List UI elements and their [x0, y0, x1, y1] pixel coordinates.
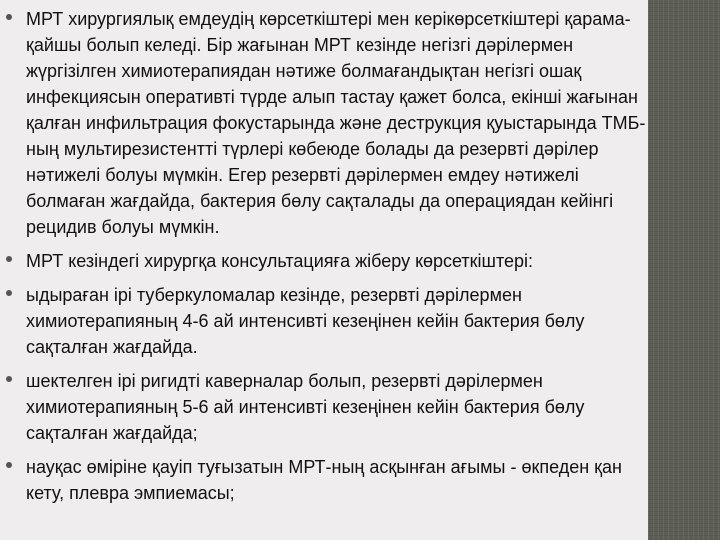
bullet-item [0, 368, 648, 446]
bullet-dot-icon [6, 256, 12, 262]
bullet-text: науқас өміріне қауіп туғызатын МРТ-ның асқынған ағымы - өкпеден қан кету, плевра эмпиемасы; [26, 457, 622, 503]
bullet-text: МРТ хирургиялық емдеудің көрсеткіштері мен керікөрсеткіштері қарама-қайшы болып келеді. Бір жағынан МРТ кезінде негізгі дәрілермен жүргізілген химиотерапиядан нәтиже болмағандықтан негізгі ошақ инфекциясын оперативті түрде алып тастау қажет болса, екінші жағынан қалған инфильтрация фокустарында және деструкция қуыстарында ТМБ-ның мультирезистентті түрлері көбеюде болады да резервті дәрілер нәтижелі болуы мүмкін. Егер резервті дәрілермен емдеу нәтижелі болмаған жағдайда, бактерия бөлу сақталады да операциядан кейінгі рецидив болуы мүмкін. [26, 9, 646, 237]
bullet-dot-icon [6, 376, 12, 382]
decorative-side-stripe [648, 0, 720, 540]
bullet-text: ыдыраған ірі туберкуломалар кезінде, резервті дәрілермен химиотерапияның 4-6 ай интенсивті кезеңінен кейін бактерия бөлу сақталған жағдайда. [26, 285, 585, 357]
bullet-item [0, 248, 648, 274]
bullet-item [0, 6, 648, 240]
bullet-dot-icon [6, 290, 12, 296]
bullet-item [0, 282, 648, 360]
bullet-dot-icon [6, 462, 12, 468]
bullet-dot-icon [6, 14, 12, 20]
bullet-text: МРТ кезіндегі хирургқа консультацияға жіберу көрсеткіштері: [26, 251, 534, 271]
bullet-item [0, 454, 648, 506]
bullet-text: шектелген ірі ригидті каверналар болып, резервті дәрілермен химиотерапияның 5-6 ай интенсивті кезеңінен кейін бактерия бөлу сақталған жағдайда; [26, 371, 585, 443]
slide-content [0, 6, 648, 514]
